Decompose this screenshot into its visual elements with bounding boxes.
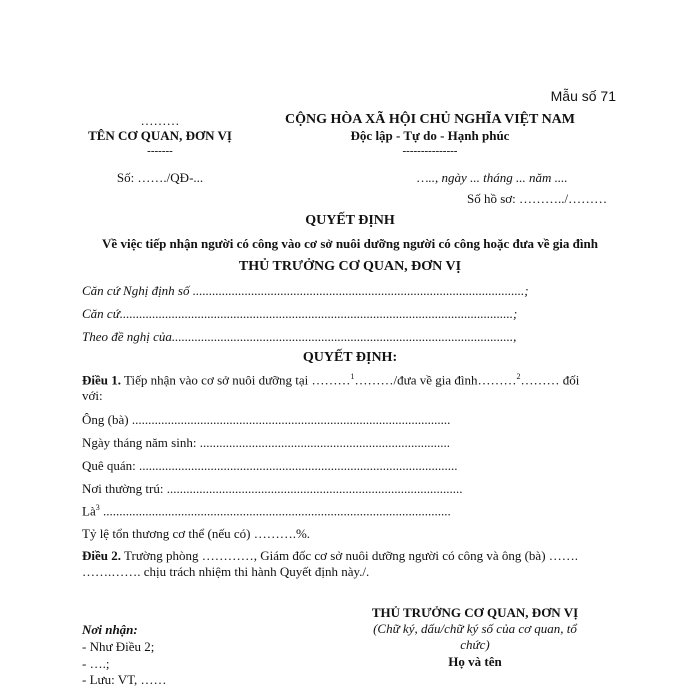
article-2-text: Trường phòng …………, Giám đốc cơ sở nuôi dưỡng người có công và ông (bà) ……. (121, 548, 579, 563)
left-header-dash: ------- (147, 145, 173, 157)
signer-name: Họ và tên (448, 654, 502, 669)
file-number: Số hồ sơ: ………../……… (467, 191, 608, 206)
article-2-line1 (82, 548, 578, 564)
article-1-label: Điều 1. (82, 372, 121, 388)
motto: Độc lập - Tự do - Hạnh phúc (350, 128, 510, 143)
article-2-label: Điều 2. (82, 548, 121, 563)
recipient-item: - ….; (82, 656, 110, 671)
article-1-line1 (82, 372, 579, 388)
document-subject: Về việc tiếp nhận người có công vào cơ sở nuôi dưỡng người có công hoặc đưa về gia đình (102, 236, 598, 251)
recipient-item: - Như Điều 2; (82, 639, 155, 654)
article-1-text-a: Tiếp nhận vào cơ sở nuôi dưỡng tại ……… (121, 372, 351, 388)
decision-heading: QUYẾT ĐỊNH: (302, 350, 398, 365)
basis-proposal: Theo đề nghị của........................................................................................................., (82, 329, 517, 344)
document-title: QUYẾT ĐỊNH (305, 213, 395, 228)
right-header-dash: --------------- (402, 145, 458, 157)
field-status-dots: ........................................................................................................... (99, 503, 451, 519)
footnote-1-marker: 1 (350, 372, 355, 381)
signature-note-line1: (Chữ ký, dấu/chữ ký số của cơ quan, tổ (373, 621, 577, 636)
issuing-authority: THỦ TRƯỞNG CƠ QUAN, ĐƠN VỊ (238, 259, 462, 274)
field-residence: Nơi thường trú: ........................................................................................... (82, 481, 463, 496)
form-number: Mẫu số 71 (550, 88, 616, 104)
agency-name: TÊN CƠ QUAN, ĐƠN VỊ (88, 128, 232, 143)
country-name: CỘNG HÒA XÃ HỘI CHỦ NGHĨA VIỆT NAM (284, 112, 575, 127)
article-1-line2: với: (82, 388, 103, 403)
article-1-text-c: ……… đối (520, 372, 580, 388)
recipients-heading: Nơi nhận: (82, 622, 138, 637)
basis-decree: Căn cứ Nghị định số ......................................................................................................; (82, 283, 529, 298)
basis-other: Căn cứ.........................................................................................................................; (82, 306, 518, 321)
field-status (82, 503, 451, 519)
field-name: Ông (bà) .................................................................................................. (82, 412, 451, 427)
signature-note-line2: chức) (460, 637, 490, 652)
field-birthdate: Ngày tháng năm sinh: ............................................................................. (82, 435, 450, 450)
field-status-label: Là (82, 503, 96, 519)
footnote-2-marker: 2 (516, 372, 521, 381)
article-2-line2: …….……. chịu trách nhiệm thi hành Quyết định này./. (82, 564, 370, 579)
article-1-text-b: ………/đưa về gia đình……… (354, 372, 517, 388)
issue-date: ….., ngày ... tháng ... năm .... (417, 170, 568, 185)
signature-title: THỦ TRƯỞNG CƠ QUAN, ĐƠN VỊ (371, 605, 579, 620)
recipient-item: - Lưu: VT, …… (82, 672, 167, 687)
left-header-dots: ……… (140, 113, 180, 128)
decision-number: Số: ……./QĐ-... (116, 170, 204, 185)
footnote-3-marker: 3 (95, 503, 100, 512)
field-injury-rate: Tỷ lệ tổn thương cơ thể (nếu có) ……….%. (82, 526, 311, 541)
field-hometown: Quê quán: .................................................................................................. (82, 458, 458, 473)
